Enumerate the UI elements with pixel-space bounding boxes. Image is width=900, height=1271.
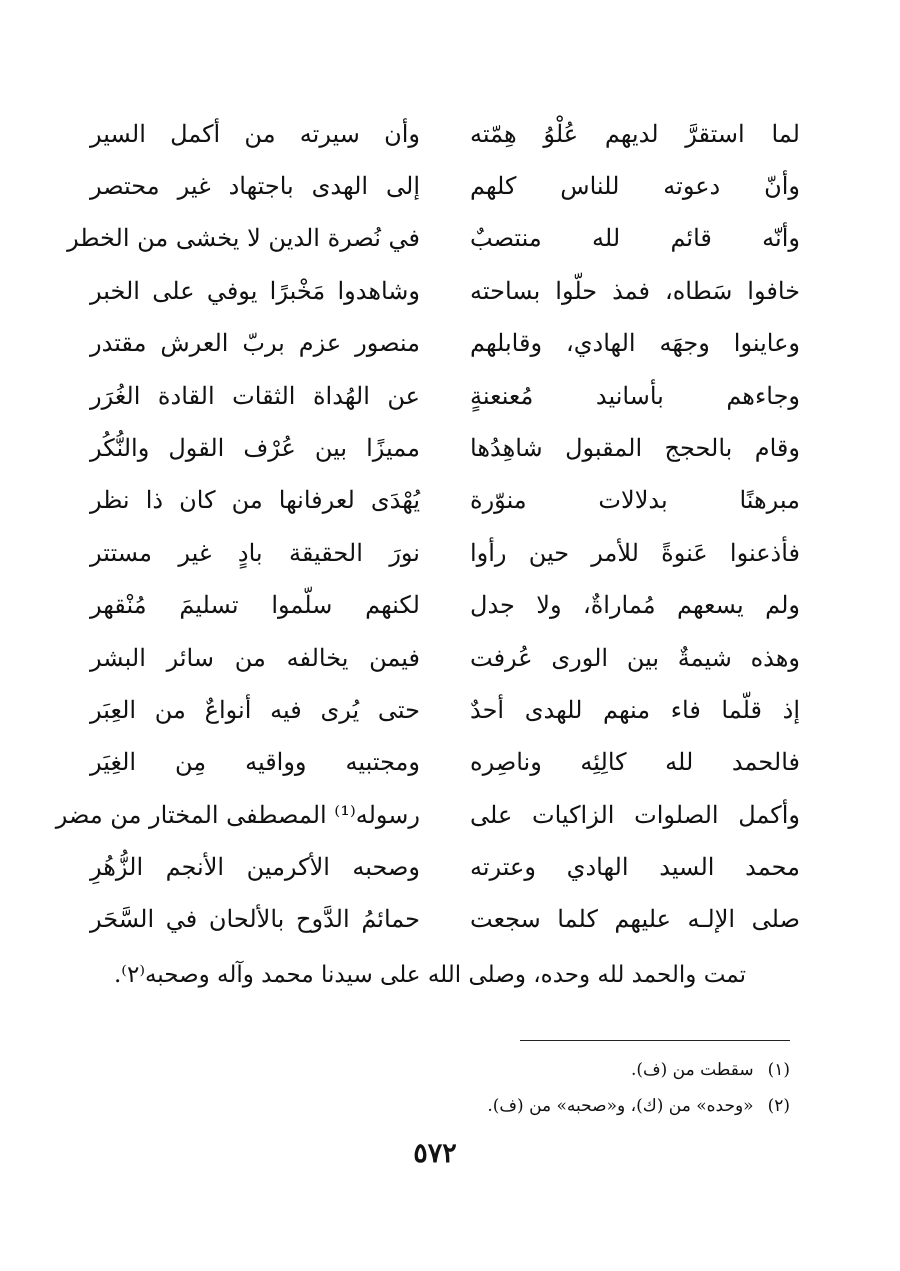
verse	[90, 737, 800, 789]
verse	[90, 580, 800, 632]
verse	[90, 527, 800, 579]
verse-left-hemistich: مميزًا بين عُرْف القول والنُّكُر	[90, 433, 420, 462]
verse-right-hemistich: لما استقرَّ لديهم عُلْوُ هِمّته	[470, 119, 800, 148]
footnote-number: (١)	[767, 1060, 790, 1080]
verse	[90, 422, 800, 474]
verse-right-hemistich: إذ قلّما فاء منهم للهدى أحدٌ	[470, 695, 800, 724]
verse-right-hemistich: وجاءهم بأسانيد مُعنعنةٍ	[470, 381, 800, 410]
verse-left-hemistich: فيمن يخالفه من سائر البشر	[90, 643, 420, 672]
verse-right-hemistich: فالحمد لله كالِئِه وناصِره	[470, 748, 800, 777]
verse	[90, 318, 800, 370]
page-number: ٥٧٢	[413, 1138, 457, 1169]
verse-right-hemistich: محمد السيد الهادي وعترته	[470, 853, 800, 882]
footnote	[380, 1088, 790, 1124]
verse-right-hemistich: فأذعنوا عَنوةً للأمر حين رأوا	[470, 538, 800, 567]
verse	[90, 894, 800, 946]
verse-right-hemistich: صلى الإلـه عليهم كلما سجعت	[470, 905, 800, 934]
verse	[55, 789, 800, 841]
verse	[90, 841, 800, 893]
verse-left-hemistich: ومجتبيه وواقيه مِن الغِيَر	[90, 748, 420, 777]
verse-right-hemistich: خافوا سَطاه، فمذ حلّوا بساحته	[470, 276, 800, 305]
verse-left-hemistich: عن الهُداة الثقات القادة الغُرَر	[90, 381, 420, 410]
verse-left-hemistich: إلى الهدى باجتهاد غير محتصر	[90, 171, 420, 200]
verse-left-hemistich: وأن سيرته من أكمل السير	[90, 119, 420, 148]
footnote-text: «وحده» من (ك)، و«صحبه» من (ف).	[487, 1096, 754, 1116]
verse-right-hemistich: مبرهنًا بدلالات منوّرة	[470, 486, 800, 515]
verse	[90, 265, 800, 317]
closing-line: تمت والحمد لله وحده، وصلى الله على سيدنا محمد وآله وصحبه⁽٢⁾.	[113, 962, 746, 988]
verse-right-hemistich: وأنّه قائم لله منتصبٌ	[470, 224, 800, 253]
verse-left-hemistich: يُهْدَى لعرفانها من كان ذا نظر	[90, 486, 420, 515]
verse-left-hemistich: نورَ الحقيقة بادٍ غير مستتر	[90, 538, 420, 567]
verse-left-hemistich: في نُصرة الدين لا يخشى من الخطر	[67, 224, 420, 253]
verse	[90, 370, 800, 422]
footnotes	[380, 1052, 790, 1124]
verse-left-hemistich: حتى يُرى فيه أنواعٌ من العِبَر	[90, 695, 420, 724]
verse	[90, 632, 800, 684]
verse-right-hemistich: وأكمل الصلوات الزاكيات على	[470, 800, 800, 829]
footnote-text: سقطت من (ف).	[630, 1060, 754, 1080]
verse-left-hemistich: وصحبه الأكرمين الأنجم الزُّهُرِ	[90, 853, 420, 882]
footnote	[380, 1052, 790, 1088]
verse-left-hemistich: رسوله⁽¹⁾ المصطفى المختار من مضر	[55, 800, 420, 829]
verse-right-hemistich: وعاينوا وجهَه الهادي، وقابلهم	[470, 329, 800, 358]
verse-left-hemistich: لكنهم سلّموا تسليمَ مُنْقهر	[90, 591, 420, 620]
footnote-divider	[520, 1040, 790, 1041]
verse-right-hemistich: وهذه شيمةٌ بين الورى عُرفت	[470, 643, 800, 672]
verse	[67, 213, 800, 265]
verse-left-hemistich: وشاهدوا مَخْبرًا يوفي على الخبر	[90, 276, 420, 305]
footnote-number: (٢)	[767, 1096, 790, 1116]
verse-left-hemistich: منصور عزم بربّ العرش مقتدر	[90, 329, 420, 358]
poem	[55, 108, 800, 946]
verse	[90, 160, 800, 212]
verse-right-hemistich: ولم يسعهم مُماراةٌ، ولا جدل	[470, 591, 800, 620]
verse-right-hemistich: وقام بالحجج المقبول شاهِدُها	[470, 433, 800, 462]
verse	[90, 475, 800, 527]
verse-right-hemistich: وأنّ دعوته للناس كلهم	[470, 171, 800, 200]
verse-left-hemistich: حمائمُ الدَّوح بالألحان في السَّحَر	[90, 905, 420, 934]
verse	[90, 108, 800, 160]
verse	[90, 684, 800, 736]
